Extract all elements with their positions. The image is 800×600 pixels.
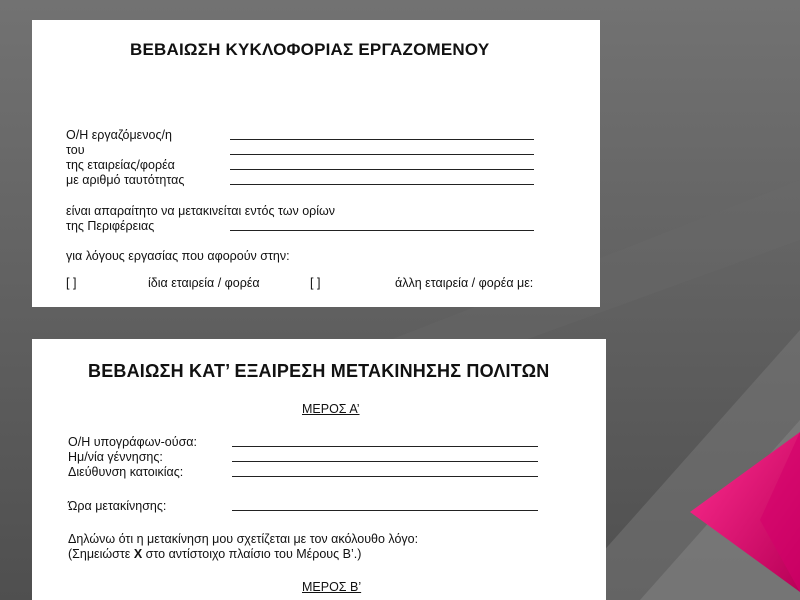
- signer-label: Ο/Η υπογράφων-ούσα:: [68, 435, 197, 449]
- of-field[interactable]: [230, 154, 534, 155]
- region-label: της Περιφέρειας: [66, 219, 155, 233]
- part-b-heading: ΜΕΡΟΣ Β’: [302, 580, 362, 594]
- movement-time-field[interactable]: [232, 510, 538, 511]
- card1-title: ΒΕΒΑΙΩΣΗ ΚΥΚΛΟΦΟΡΙΑΣ ΕΡΓΑΖΟΜΕΝΟΥ: [130, 40, 490, 59]
- move-sentence: είναι απαραίτητο να μετακινείται εντός των ορίων: [66, 204, 336, 218]
- employee-field[interactable]: [230, 139, 534, 140]
- movement-time-label: Ώρα μετακίνησης:: [68, 499, 167, 513]
- company-field[interactable]: [230, 169, 534, 170]
- part-a-heading: ΜΕΡΟΣ Α’: [302, 402, 360, 416]
- citizen-movement-certificate: [32, 339, 606, 600]
- id-number-label: με αριθμό ταυτότητας: [66, 173, 185, 187]
- birth-date-label: Ημ/νία γέννησης:: [68, 450, 163, 464]
- employee-label: Ο/Η εργαζόμενος/η: [66, 128, 172, 142]
- reason-sentence: για λόγους εργασίας που αφορούν στην:: [66, 249, 290, 263]
- mark-note: [68, 547, 361, 561]
- other-company-label: άλλη εταιρεία / φορέα με:: [395, 276, 534, 290]
- same-company-label: ίδια εταιρεία / φορέα: [148, 276, 260, 290]
- mark-note-prefix: (Σημειώστε: [68, 547, 134, 561]
- mark-note-x: Χ: [133, 547, 143, 561]
- birth-date-field[interactable]: [232, 461, 538, 462]
- same-company-checkbox[interactable]: [ ]: [66, 276, 77, 290]
- card2-title: ΒΕΒΑΙΩΣΗ ΚΑΤ’ ΕΞΑΙΡΕΣΗ ΜΕΤΑΚΙΝΗΣΗΣ ΠΟΛΙΤΩΝ: [88, 361, 550, 381]
- address-label: Διεύθυνση κατοικίας:: [68, 465, 184, 479]
- company-label: της εταιρείας/φορέα: [66, 158, 175, 172]
- declaration-text: Δηλώνω ότι η μετακίνηση μου σχετίζεται με τον ακόλουθο λόγο:: [68, 532, 419, 546]
- address-field[interactable]: [232, 476, 538, 477]
- other-company-checkbox[interactable]: [ ]: [310, 276, 321, 290]
- mark-note-suffix: στο αντίστοιχο πλαίσιο του Μέρους Β’.): [142, 547, 362, 561]
- of-label: του: [66, 143, 85, 157]
- worker-movement-certificate: [32, 20, 600, 307]
- region-field[interactable]: [230, 230, 534, 231]
- id-number-field[interactable]: [230, 184, 534, 185]
- signer-field[interactable]: [232, 446, 538, 447]
